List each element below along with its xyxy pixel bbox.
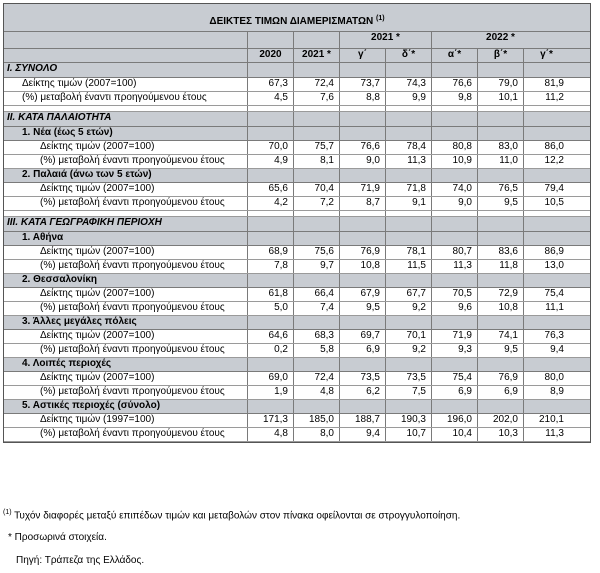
value-cell: 185,0 <box>293 414 339 427</box>
value-cell: 11,0 <box>477 155 523 168</box>
empty-cell <box>431 112 477 126</box>
empty-cell <box>293 274 339 287</box>
value-cell: 67,3 <box>247 78 293 91</box>
header-empty-cell <box>247 32 293 48</box>
value-cell: 86,9 <box>523 246 569 259</box>
table-row <box>4 288 590 302</box>
value-cell: 6,9 <box>477 386 523 399</box>
column-header: 2021 * <box>293 49 339 62</box>
empty-cell <box>339 127 385 140</box>
empty-cell <box>293 316 339 329</box>
subsection-title: 2. Παλαιά (άνω των 5 ετών) <box>22 169 152 180</box>
header-empty-cell <box>4 49 247 62</box>
empty-cell <box>477 400 523 413</box>
value-cell: 79,4 <box>523 183 569 196</box>
value-cell: 7,6 <box>293 92 339 105</box>
row-label: (%) μεταβολή έναντι προηγούμενου έτους <box>40 302 225 313</box>
value-cell: 69,7 <box>339 330 385 343</box>
column-header: α΄* <box>431 49 477 62</box>
value-cell: 10,9 <box>431 155 477 168</box>
section-title: I. ΣΥΝΟΛΟ <box>7 63 58 74</box>
value-cell: 4,8 <box>247 428 293 441</box>
value-cell: 4,9 <box>247 155 293 168</box>
header-row-top <box>4 32 590 49</box>
value-cell: 74,1 <box>477 330 523 343</box>
empty-cell <box>339 169 385 182</box>
empty-cell <box>339 358 385 371</box>
empty-cell <box>339 112 385 126</box>
empty-cell <box>339 217 385 231</box>
empty-cell <box>385 274 431 287</box>
price-index-table <box>3 3 591 443</box>
value-cell: 76,9 <box>477 372 523 385</box>
column-header: δ΄* <box>385 49 431 62</box>
empty-cell <box>247 358 293 371</box>
value-cell: 10,1 <box>477 92 523 105</box>
empty-cell <box>4 106 247 111</box>
value-cell: 73,5 <box>339 372 385 385</box>
value-cell: 9,9 <box>385 92 431 105</box>
value-cell: 0,2 <box>247 344 293 357</box>
empty-cell <box>4 211 247 216</box>
value-cell: 67,7 <box>385 288 431 301</box>
footnote-rounding-text: Τυχόν διαφορές μεταξύ επιπέδων τιμών και μεταβολών στον πίνακα οφείλονται σε στρογγυλοποίηση. <box>14 510 461 522</box>
value-cell: 11,5 <box>385 260 431 273</box>
empty-cell <box>247 169 293 182</box>
empty-cell <box>247 112 293 126</box>
empty-cell <box>293 400 339 413</box>
value-cell: 74,3 <box>385 78 431 91</box>
empty-cell <box>385 217 431 231</box>
value-cell: 8,8 <box>339 92 385 105</box>
value-cell: 76,6 <box>431 78 477 91</box>
empty-cell <box>477 316 523 329</box>
empty-cell <box>523 400 569 413</box>
value-cell: 67,9 <box>339 288 385 301</box>
table-row <box>4 428 590 442</box>
subsection-header-row <box>4 274 590 288</box>
header-empty-cell <box>293 32 339 48</box>
value-cell: 9,1 <box>385 197 431 210</box>
value-cell: 4,5 <box>247 92 293 105</box>
footnote-rounding <box>3 509 460 521</box>
value-cell: 9,5 <box>339 302 385 315</box>
table-title-row <box>4 4 590 32</box>
empty-cell <box>477 63 523 77</box>
value-cell: 10,4 <box>431 428 477 441</box>
empty-cell <box>293 127 339 140</box>
value-cell: 72,4 <box>293 372 339 385</box>
value-cell: 5,0 <box>247 302 293 315</box>
row-label: (%) μεταβολή έναντι προηγούμενου έτους <box>40 197 225 208</box>
value-cell: 10,8 <box>477 302 523 315</box>
source-note: Πηγή: Τράπεζα της Ελλάδος. <box>16 555 145 566</box>
value-cell: 75,7 <box>293 141 339 154</box>
empty-cell <box>385 106 431 111</box>
value-cell: 81,9 <box>523 78 569 91</box>
empty-cell <box>431 106 477 111</box>
table-title-footnote-mark: (1) <box>376 14 385 22</box>
empty-cell <box>477 211 523 216</box>
value-cell: 69,0 <box>247 372 293 385</box>
value-cell: 86,0 <box>523 141 569 154</box>
value-cell: 76,9 <box>339 246 385 259</box>
empty-cell <box>477 232 523 245</box>
value-cell: 9,5 <box>477 197 523 210</box>
empty-cell <box>247 106 293 111</box>
empty-cell <box>431 316 477 329</box>
empty-cell <box>431 217 477 231</box>
value-cell: 10,8 <box>339 260 385 273</box>
empty-cell <box>477 127 523 140</box>
empty-cell <box>293 232 339 245</box>
subsection-title: 5. Αστικές περιοχές (σύνολο) <box>22 400 161 411</box>
empty-cell <box>431 169 477 182</box>
value-cell: 61,8 <box>247 288 293 301</box>
table-row <box>4 141 590 155</box>
value-cell: 13,0 <box>523 260 569 273</box>
empty-cell <box>431 63 477 77</box>
value-cell: 6,2 <box>339 386 385 399</box>
empty-cell <box>523 217 569 231</box>
empty-cell <box>477 274 523 287</box>
empty-cell <box>477 106 523 111</box>
row-label: (%) μεταβολή έναντι προηγούμενου έτους <box>40 428 225 439</box>
table-row <box>4 330 590 344</box>
value-cell: 75,6 <box>293 246 339 259</box>
value-cell: 11,1 <box>523 302 569 315</box>
empty-cell <box>247 232 293 245</box>
header-group-2021: 2021 * <box>339 32 431 48</box>
value-cell: 80,7 <box>431 246 477 259</box>
empty-cell <box>293 63 339 77</box>
column-header: γ΄* <box>523 49 569 62</box>
value-cell: 78,1 <box>385 246 431 259</box>
empty-cell <box>385 63 431 77</box>
subsection-header-row <box>4 169 590 183</box>
value-cell: 9,5 <box>477 344 523 357</box>
empty-cell <box>385 400 431 413</box>
value-cell: 80,0 <box>523 372 569 385</box>
empty-cell <box>247 63 293 77</box>
empty-cell <box>339 106 385 111</box>
value-cell: 75,4 <box>431 372 477 385</box>
empty-cell <box>385 358 431 371</box>
value-cell: 11,3 <box>385 155 431 168</box>
value-cell: 68,9 <box>247 246 293 259</box>
value-cell: 12,2 <box>523 155 569 168</box>
subsection-header-row <box>4 358 590 372</box>
empty-cell <box>431 232 477 245</box>
value-cell: 7,2 <box>293 197 339 210</box>
table-row <box>4 414 590 428</box>
footnote-provisional: * Προσωρινά στοιχεία. <box>8 532 107 543</box>
value-cell: 202,0 <box>477 414 523 427</box>
empty-cell <box>523 112 569 126</box>
empty-cell <box>293 169 339 182</box>
value-cell: 70,0 <box>247 141 293 154</box>
empty-cell <box>339 316 385 329</box>
empty-cell <box>431 358 477 371</box>
column-header: β΄* <box>477 49 523 62</box>
value-cell: 76,6 <box>339 141 385 154</box>
section-title: II. ΚΑΤΑ ΠΑΛΑΙΟΤΗΤΑ <box>7 112 112 123</box>
empty-cell <box>293 211 339 216</box>
footnote-mark: (1) <box>3 509 12 516</box>
row-label: Δείκτης τιμών (2007=100) <box>40 330 155 341</box>
value-cell: 72,4 <box>293 78 339 91</box>
column-header: γ΄ <box>339 49 385 62</box>
table-title <box>209 15 384 31</box>
empty-cell <box>523 274 569 287</box>
empty-cell <box>523 169 569 182</box>
row-label: Δείκτης τιμών (1997=100) <box>40 414 155 425</box>
header-group-2022: 2022 * <box>431 32 569 48</box>
section-title: III. ΚΑΤΑ ΓΕΩΓΡΑΦΙΚΗ ΠΕΡΙΟΧΗ <box>7 217 162 228</box>
value-cell: 9,0 <box>431 197 477 210</box>
value-cell: 9,0 <box>339 155 385 168</box>
value-cell: 7,8 <box>247 260 293 273</box>
value-cell: 75,4 <box>523 288 569 301</box>
empty-cell <box>339 274 385 287</box>
value-cell: 6,9 <box>339 344 385 357</box>
row-label: Δείκτης τιμών (2007=100) <box>40 246 155 257</box>
empty-cell <box>385 112 431 126</box>
value-cell: 66,4 <box>293 288 339 301</box>
value-cell: 80,8 <box>431 141 477 154</box>
empty-cell <box>385 316 431 329</box>
table-row <box>4 372 590 386</box>
value-cell: 1,9 <box>247 386 293 399</box>
value-cell: 78,4 <box>385 141 431 154</box>
table-row <box>4 302 590 316</box>
row-label: Δείκτης τιμών (2007=100) <box>40 141 155 152</box>
empty-cell <box>431 274 477 287</box>
value-cell: 9,4 <box>339 428 385 441</box>
value-cell: 72,9 <box>477 288 523 301</box>
subsection-title: 1. Αθήνα <box>22 232 64 243</box>
value-cell: 83,0 <box>477 141 523 154</box>
value-cell: 7,5 <box>385 386 431 399</box>
row-label: Δείκτης τιμών (2007=100) <box>40 288 155 299</box>
value-cell: 9,2 <box>385 302 431 315</box>
value-cell: 71,9 <box>431 330 477 343</box>
row-label: Δείκτης τιμών (2007=100) <box>40 372 155 383</box>
empty-cell <box>247 316 293 329</box>
section-header-row <box>4 217 590 232</box>
section-header-row <box>4 63 590 78</box>
empty-cell <box>247 211 293 216</box>
subsection-header-row <box>4 232 590 246</box>
table-row <box>4 92 590 106</box>
empty-cell <box>523 127 569 140</box>
empty-cell <box>477 169 523 182</box>
value-cell: 79,0 <box>477 78 523 91</box>
row-label: (%) μεταβολή έναντι προηγούμενου έτους <box>22 92 207 103</box>
value-cell: 9,2 <box>385 344 431 357</box>
empty-cell <box>339 400 385 413</box>
table-title-text: ΔΕΙΚΤΕΣ ΤΙΜΩΝ ΔΙΑΜΕΡΙΣΜΑΤΩΝ <box>209 16 374 27</box>
value-cell: 74,0 <box>431 183 477 196</box>
empty-cell <box>523 211 569 216</box>
value-cell: 9,3 <box>431 344 477 357</box>
empty-cell <box>431 127 477 140</box>
value-cell: 4,2 <box>247 197 293 210</box>
empty-cell <box>523 63 569 77</box>
empty-cell <box>339 232 385 245</box>
row-label: (%) μεταβολή έναντι προηγούμενου έτους <box>40 260 225 271</box>
value-cell: 71,9 <box>339 183 385 196</box>
value-cell: 76,5 <box>477 183 523 196</box>
table-row <box>4 155 590 169</box>
row-label: (%) μεταβολή έναντι προηγούμενου έτους <box>40 386 225 397</box>
value-cell: 11,3 <box>431 260 477 273</box>
value-cell: 73,5 <box>385 372 431 385</box>
value-cell: 71,8 <box>385 183 431 196</box>
row-label: Δείκτης τιμών (2007=100) <box>22 78 137 89</box>
empty-cell <box>293 106 339 111</box>
value-cell: 8,1 <box>293 155 339 168</box>
value-cell: 11,8 <box>477 260 523 273</box>
empty-cell <box>385 169 431 182</box>
value-cell: 76,3 <box>523 330 569 343</box>
empty-cell <box>431 211 477 216</box>
table-row <box>4 386 590 400</box>
empty-cell <box>385 211 431 216</box>
row-label: (%) μεταβολή έναντι προηγούμενου έτους <box>40 344 225 355</box>
empty-cell <box>477 112 523 126</box>
empty-cell <box>477 358 523 371</box>
value-cell: 6,9 <box>431 386 477 399</box>
value-cell: 70,1 <box>385 330 431 343</box>
value-cell: 83,6 <box>477 246 523 259</box>
value-cell: 10,7 <box>385 428 431 441</box>
value-cell: 7,4 <box>293 302 339 315</box>
empty-cell <box>247 217 293 231</box>
value-cell: 5,8 <box>293 344 339 357</box>
empty-cell <box>385 127 431 140</box>
value-cell: 10,5 <box>523 197 569 210</box>
empty-cell <box>523 358 569 371</box>
table-row <box>4 183 590 197</box>
value-cell: 188,7 <box>339 414 385 427</box>
header-row-columns <box>4 49 590 63</box>
subsection-header-row <box>4 400 590 414</box>
subsection-title: 2. Θεσσαλονίκη <box>22 274 98 285</box>
empty-cell <box>523 232 569 245</box>
value-cell: 9,6 <box>431 302 477 315</box>
section-header-row <box>4 112 590 127</box>
value-cell: 4,8 <box>293 386 339 399</box>
subsection-header-row <box>4 127 590 141</box>
table-row <box>4 344 590 358</box>
empty-cell <box>385 232 431 245</box>
value-cell: 8,9 <box>523 386 569 399</box>
value-cell: 64,6 <box>247 330 293 343</box>
empty-cell <box>247 274 293 287</box>
value-cell: 9,8 <box>431 92 477 105</box>
value-cell: 8,0 <box>293 428 339 441</box>
value-cell: 210,1 <box>523 414 569 427</box>
value-cell: 70,5 <box>431 288 477 301</box>
table-row <box>4 197 590 211</box>
value-cell: 11,3 <box>523 428 569 441</box>
empty-cell <box>477 217 523 231</box>
subsection-header-row <box>4 316 590 330</box>
value-cell: 68,3 <box>293 330 339 343</box>
header-empty-cell <box>4 32 247 48</box>
empty-cell <box>523 106 569 111</box>
table-row <box>4 78 590 92</box>
empty-cell <box>431 400 477 413</box>
subsection-title: 1. Νέα (έως 5 ετών) <box>22 127 113 138</box>
value-cell: 10,3 <box>477 428 523 441</box>
empty-cell <box>293 112 339 126</box>
empty-cell <box>523 316 569 329</box>
value-cell: 171,3 <box>247 414 293 427</box>
table-row <box>4 260 590 274</box>
empty-cell <box>293 217 339 231</box>
subsection-title: 4. Λοιπές περιοχές <box>22 358 112 369</box>
value-cell: 73,7 <box>339 78 385 91</box>
value-cell: 9,7 <box>293 260 339 273</box>
empty-cell <box>339 63 385 77</box>
empty-cell <box>339 211 385 216</box>
value-cell: 70,4 <box>293 183 339 196</box>
column-header: 2020 <box>247 49 293 62</box>
value-cell: 65,6 <box>247 183 293 196</box>
value-cell: 8,7 <box>339 197 385 210</box>
empty-cell <box>247 127 293 140</box>
value-cell: 11,2 <box>523 92 569 105</box>
value-cell: 9,4 <box>523 344 569 357</box>
value-cell: 196,0 <box>431 414 477 427</box>
row-label: Δείκτης τιμών (2007=100) <box>40 183 155 194</box>
empty-cell <box>247 400 293 413</box>
value-cell: 190,3 <box>385 414 431 427</box>
row-label: (%) μεταβολή έναντι προηγούμενου έτους <box>40 155 225 166</box>
subsection-title: 3. Άλλες μεγάλες πόλεις <box>22 316 137 327</box>
table-row <box>4 246 590 260</box>
empty-cell <box>293 358 339 371</box>
